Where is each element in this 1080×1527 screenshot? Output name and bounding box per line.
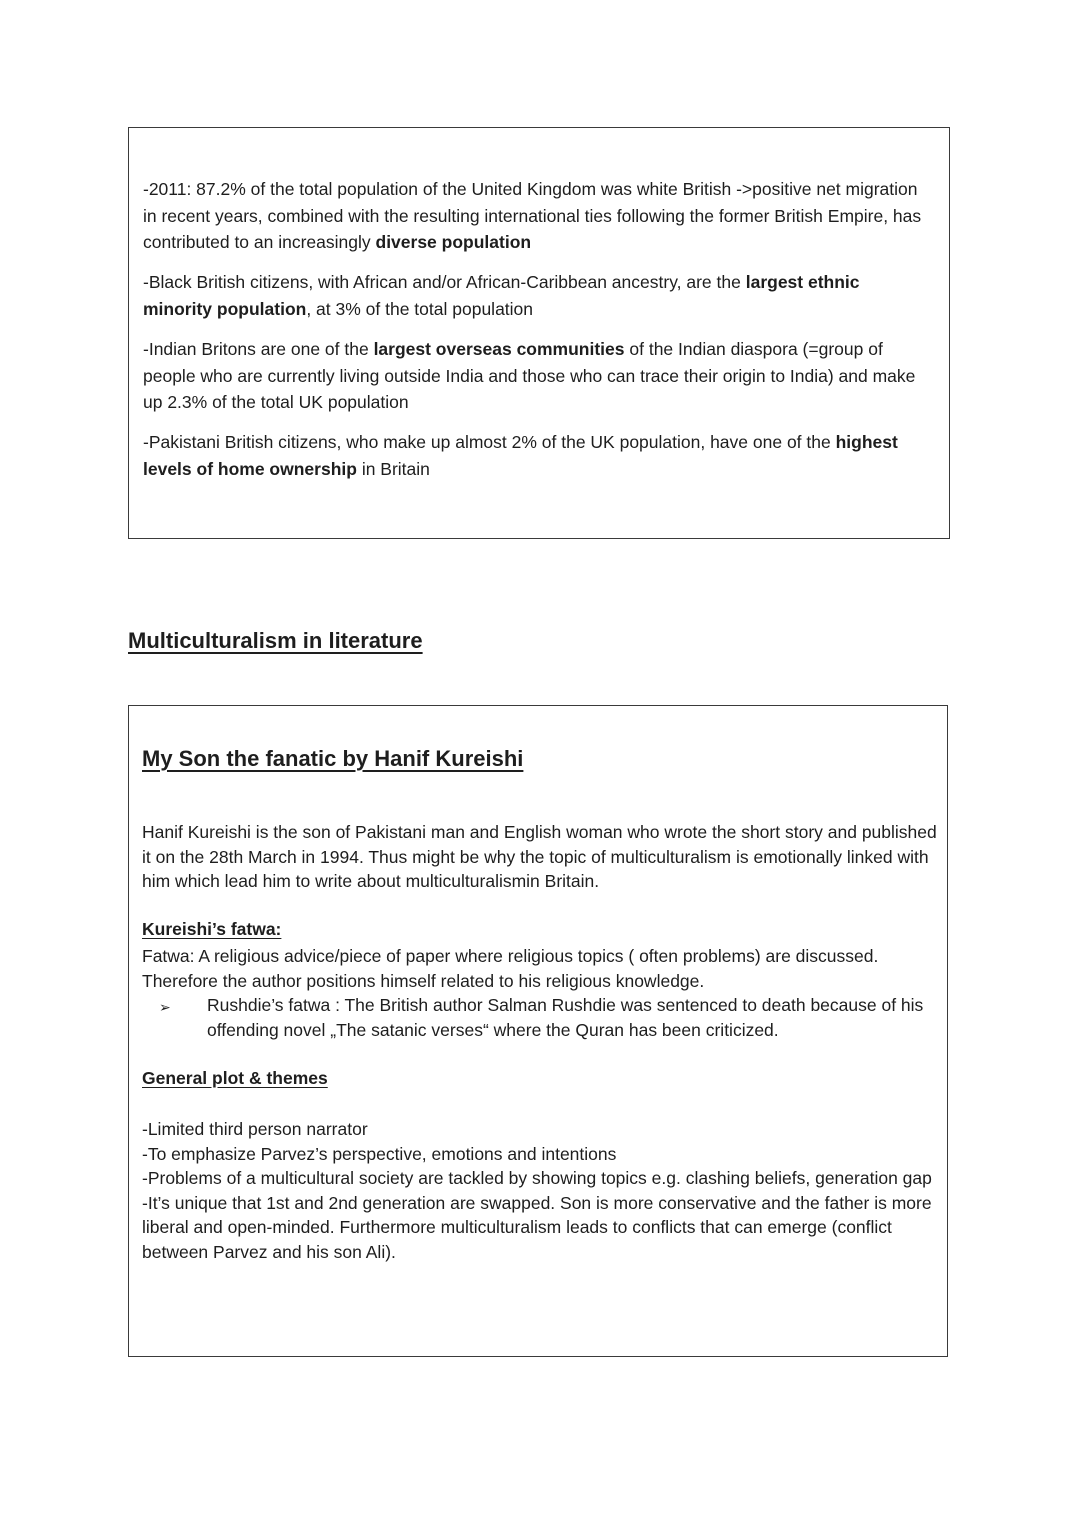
highlight-text: diverse population <box>375 232 532 252</box>
story-title: My Son the fanatic by Hanif Kureishi <box>142 746 524 771</box>
demographics-box <box>128 127 950 539</box>
paragraph-indian-britons: -Indian Britons are one of the largest overseas communities of the Indian diaspora (=group of people who are currently living outside India and those who can trace their origin to India) and make up 2.3% of the total UK population <box>143 339 916 412</box>
paragraph-pakistani-british: -Pakistani British citizens, who make up almost 2% of the UK population, have one of the highest levels of home ownership in Britain <box>143 432 898 479</box>
bullet-text: Rushdie’s fatwa : The British author Salman Rushdie was sentenced to death because of his offending novel „The satanic verses“ where the Quran has been criticized. <box>207 995 924 1040</box>
list-item: -Limited third person narrator <box>142 1119 368 1139</box>
list-item: -Problems of a multicultural society are tackled by showing topics e.g. clashing beliefs, generation gap <box>142 1168 932 1188</box>
list-item: -To emphasize Parvez’s perspective, emotions and intentions <box>142 1143 617 1164</box>
arrow-bullet-icon: ➢ <box>159 999 171 1015</box>
fatwa-heading: Kureishi’s fatwa: <box>142 919 282 939</box>
rushdie-bullet <box>159 993 929 1042</box>
paragraph-black-british: -Black British citizens, with African and/or African-Caribbean ancestry, are the largest ethnic minority population, at 3% of the total population <box>143 272 860 319</box>
story-box <box>128 705 948 1357</box>
section-heading: Multiculturalism in literature <box>128 628 423 653</box>
paragraph-2011-population: -2011: 87.2% of the total population of the United Kingdom was white British ->positive net migration in recent years, combined with the resulting international ties following the former British Empire, has contributed to an increasingly diverse population <box>143 179 922 252</box>
fatwa-definition: Fatwa: A religious advice/piece of paper where religious topics ( often problems) are discussed. Therefore the author positions himself related to his religious knowledge. <box>142 946 879 991</box>
list-item: -It’s unique that 1st and 2nd generation are swapped. Son is more conservative and the father is more liberal and open-minded. Furthermore multiculturalism leads to conflicts that can emerge (conflict between Parvez and his son Ali). <box>142 1192 932 1262</box>
highlight-text: largest ethnic minority population <box>143 272 860 319</box>
plot-heading: General plot & themes <box>142 1068 328 1088</box>
author-intro: Hanif Kureishi is the son of Pakistani man and English woman who wrote the short story and published it on the 28th March in 1994. Thus might be why the topic of multiculturalism is emotionally linked with him which lead him to write about multiculturalismin Britain. <box>142 822 937 891</box>
highlight-text: largest overseas communities <box>373 339 625 359</box>
plot-list <box>142 1117 942 1264</box>
highlight-text: highest levels of home ownership <box>143 432 898 479</box>
